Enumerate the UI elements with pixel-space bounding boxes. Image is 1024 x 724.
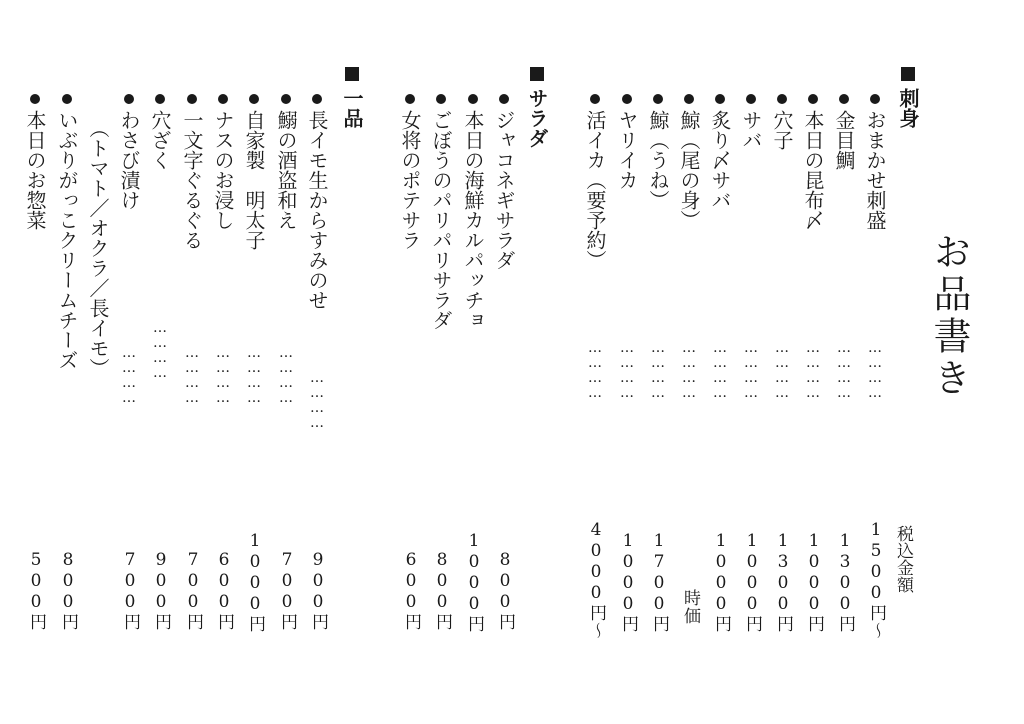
leader-dots: ………… bbox=[743, 340, 759, 400]
section-heading: 一品 bbox=[340, 88, 364, 128]
leader-dots: ………… bbox=[867, 340, 883, 400]
menu-item-name: 自家製 明太子 bbox=[242, 110, 266, 250]
menu-item-name: 鯨（うね） bbox=[646, 110, 670, 210]
bullet-icon bbox=[312, 94, 322, 104]
bullet-icon bbox=[187, 94, 197, 104]
section-heading: 刺身 bbox=[896, 88, 920, 128]
bullet-icon bbox=[218, 94, 228, 104]
menu-item-name: ごぼうのパリパリサラダ bbox=[429, 110, 453, 330]
menu-item-price: 時価 bbox=[680, 589, 700, 625]
bullet-icon bbox=[249, 94, 259, 104]
leader-dots: ………… bbox=[184, 345, 200, 405]
bullet-icon bbox=[715, 94, 725, 104]
section-marker-square-icon bbox=[530, 67, 544, 81]
menu-item-name: 炙り〆サバ bbox=[708, 110, 732, 210]
menu-item-price: 900円 bbox=[308, 550, 328, 631]
bullet-icon bbox=[590, 94, 600, 104]
section-marker-square-icon bbox=[901, 67, 915, 81]
leader-dots: ………… bbox=[278, 345, 294, 405]
bullet-icon bbox=[281, 94, 291, 104]
leader-dots: ………… bbox=[619, 340, 635, 400]
menu-title: お品書き bbox=[927, 232, 971, 400]
bullet-icon bbox=[777, 94, 787, 104]
menu-item-price: 600円 bbox=[214, 550, 234, 631]
menu-item-price: 700円 bbox=[183, 550, 203, 631]
menu-item-price: 1300円 bbox=[835, 530, 855, 633]
menu-item-name: 鰯の酒盗和え bbox=[274, 110, 298, 230]
leader-dots: ………… bbox=[805, 340, 821, 400]
menu-item-price: 700円 bbox=[120, 550, 140, 631]
tax-included-label: 税込金額 bbox=[893, 525, 913, 593]
bullet-icon bbox=[155, 94, 165, 104]
bullet-icon bbox=[30, 94, 40, 104]
menu-item-name: わさび漬け bbox=[117, 110, 141, 210]
menu-item-price: 900円 bbox=[151, 550, 171, 631]
menu-item-price: 1000円 bbox=[804, 530, 824, 633]
bullet-icon bbox=[870, 94, 880, 104]
menu-item-name: 活イカ（要予約） bbox=[583, 110, 607, 270]
menu-item-name: （トマト／オクラ／長イモ） bbox=[86, 118, 110, 378]
bullet-icon bbox=[468, 94, 478, 104]
leader-dots: ………… bbox=[309, 370, 325, 430]
menu-item-price: 700円 bbox=[277, 550, 297, 631]
menu-item-name: サバ bbox=[739, 110, 763, 150]
bullet-icon bbox=[124, 94, 134, 104]
menu-item-name: いぶりがっこクリームチーズ bbox=[55, 110, 79, 370]
menu-item-name: 本日のお惣菜 bbox=[23, 110, 47, 230]
menu-item-name: 長イモ生からすみのせ bbox=[305, 110, 329, 310]
bullet-icon bbox=[499, 94, 509, 104]
leader-dots: ………… bbox=[215, 345, 231, 405]
menu-item-name: 本日の海鮮カルパッチョ bbox=[461, 110, 485, 330]
bullet-icon bbox=[436, 94, 446, 104]
bullet-icon bbox=[62, 94, 72, 104]
menu-item-price: 1500円〜 bbox=[866, 520, 886, 640]
section-heading: サラダ bbox=[525, 88, 549, 148]
bullet-icon bbox=[808, 94, 818, 104]
menu-item-name: ナスのお浸し bbox=[211, 110, 235, 230]
menu-item-name: おまかせ刺盛 bbox=[863, 110, 887, 230]
menu-item-price: 1000円 bbox=[742, 530, 762, 633]
menu-item-price: 1700円 bbox=[649, 530, 669, 633]
menu-item-price: 1000円 bbox=[464, 530, 484, 633]
menu-item-price: 500円 bbox=[26, 550, 46, 631]
menu-item-price: 1300円 bbox=[773, 530, 793, 633]
menu-item-price: 1000円 bbox=[711, 530, 731, 633]
menu-item-name: 穴子 bbox=[770, 110, 794, 150]
menu-item-name: 鯨（尾の身） bbox=[677, 110, 701, 230]
leader-dots: ………… bbox=[774, 340, 790, 400]
menu-item-name: ジャコネギサラダ bbox=[492, 110, 516, 270]
menu-item-name: 女将のポテサラ bbox=[398, 110, 422, 250]
leader-dots: ………… bbox=[152, 320, 168, 380]
leader-dots: ………… bbox=[650, 340, 666, 400]
menu-item-price: 800円 bbox=[432, 550, 452, 631]
menu-item-price: 1000円 bbox=[618, 530, 638, 633]
menu-item-price: 600円 bbox=[401, 550, 421, 631]
leader-dots: ………… bbox=[681, 340, 697, 400]
leader-dots: ………… bbox=[121, 345, 137, 405]
bullet-icon bbox=[684, 94, 694, 104]
menu-item-price: 800円 bbox=[58, 550, 78, 631]
leader-dots: ………… bbox=[587, 340, 603, 400]
section-marker-square-icon bbox=[345, 67, 359, 81]
bullet-icon bbox=[405, 94, 415, 104]
leader-dots: ………… bbox=[836, 340, 852, 400]
menu-item-price: 1000円 bbox=[245, 530, 265, 633]
bullet-icon bbox=[653, 94, 663, 104]
menu-item-price: 4000円〜 bbox=[586, 520, 606, 640]
leader-dots: ………… bbox=[246, 345, 262, 405]
menu-item-name: 穴ざく bbox=[148, 110, 172, 170]
menu-item-name: 金目鯛 bbox=[832, 110, 856, 170]
menu-item-name: 本日の昆布〆 bbox=[801, 110, 825, 230]
bullet-icon bbox=[839, 94, 849, 104]
leader-dots: ………… bbox=[712, 340, 728, 400]
bullet-icon bbox=[622, 94, 632, 104]
bullet-icon bbox=[746, 94, 756, 104]
menu-item-name: 一文字ぐるぐる bbox=[180, 110, 204, 250]
menu-item-price: 800円 bbox=[495, 550, 515, 631]
menu-item-name: ヤリイカ bbox=[615, 110, 639, 190]
